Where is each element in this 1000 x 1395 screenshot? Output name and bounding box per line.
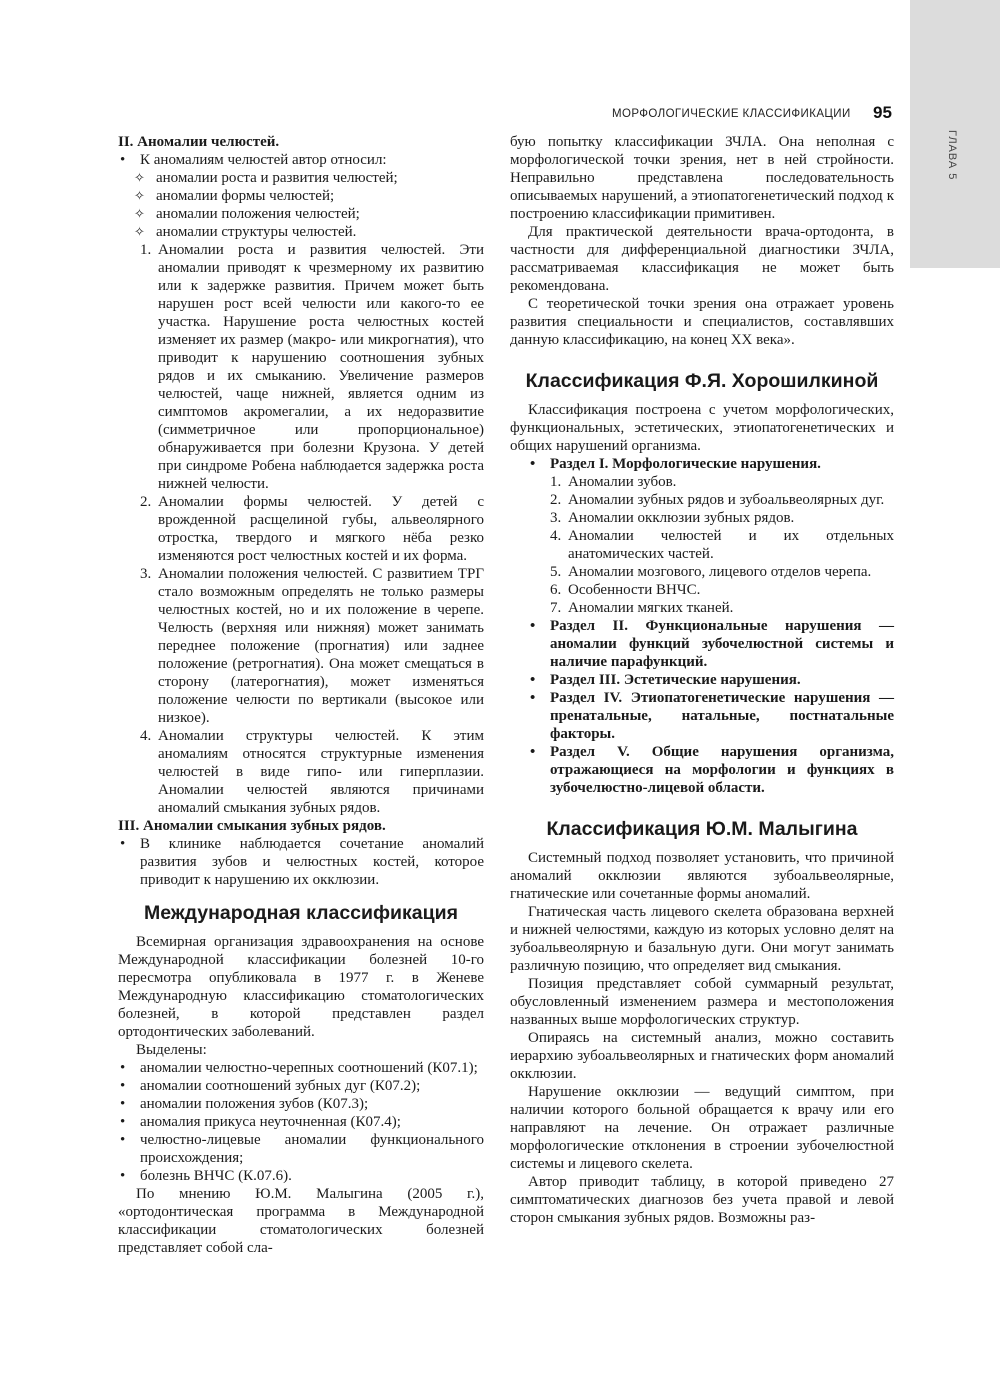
item-number: 6. [550,582,562,598]
right-column [510,133,894,1227]
list-item [118,1167,484,1185]
left-column [118,133,484,1257]
paragraph: Гнатическая часть лицевого скелета образована верхней и нижней челюстями, каждую из которых условно делят на зубоальвеолярную и базальную дуги. Они могут занимать различную позицию, что определяет вид смыкания. [510,904,894,974]
bullet-icon: • [530,744,536,760]
numbered-item [510,509,894,527]
list-item-text: аномалии структуры челюстей. [156,224,357,240]
bullet-icon: • [120,1060,126,1076]
paragraph: Опираясь на системный анализ, можно составить иерархию зубоальвеолярных и гнатических форм аномалий окклюзии. [510,1030,894,1082]
bullet-icon: • [120,1096,126,1112]
bullet-icon: • [530,618,536,634]
numbered-item-text: Аномалии роста и развития челюстей. Эти аномалии приводят к чрезмерному их развитию или к задержке развития. Причем может быть нарушен рост всей челюсти или какого-то ее участка. Нарушение роста челюстных костей изменяет их размер (макро- или микрогнатия), что приводит к нарушению соотношения зубных рядов и их смыканию. Увеличение размеров челюстей, чаще нижней, является одним из симптомов акромегалии, а их недоразвитие (симметричное или пропорциональное) обнаруживается при болезни Крузона. У детей при синдроме Робена наблюдается задержка роста нижней челюсти. [158,242,484,492]
numbered-item-text: Аномалии зубов. [568,474,677,490]
bullet-icon: • [120,152,126,168]
numbered-item-text: Аномалии мягких тканей. [568,600,734,616]
numbered-item [118,727,484,817]
item-number: 1. [550,474,562,490]
list-item-text: аномалии челюстно-черепных соотношений (К07.1); [140,1060,478,1076]
numbered-item-text: Аномалии зубных рядов и зубоальвеолярных дуг. [568,492,885,508]
diamond-bullet-icon: ✧ [134,170,145,185]
item-number: 3. [550,510,562,526]
list-item [118,223,484,241]
numbered-item-text: Аномалии челюстей и их отдельных анатомических частей. [568,528,894,562]
section-heading-jaw-anomalies: II. Аномалии челюстей. [118,134,280,150]
list-item-text: Раздел II. Функциональные нарушения — аномалии функций зубочелюстной системы и наличие парафункций. [550,618,894,670]
list-item-text: аномалии положения зубов (К07.3); [140,1096,369,1112]
paragraph: С теоретической точки зрения она отражает уровень развития специальности и специалистов, составлявших данную классификацию, на конец XX века». [510,296,894,348]
numbered-item [510,527,894,563]
list-item-text: Раздел III. Эстетические нарушения. [550,672,801,688]
item-number: 3. [140,566,152,582]
page-number: 95 [873,103,892,122]
numbered-item-text: Аномалии окклюзии зубных рядов. [568,510,795,526]
list-item [510,617,894,671]
numbered-item [510,473,894,491]
list-item-text: Раздел V. Общие нарушения организма, отражающиеся на морфологии и функциях в зубочелюстно-лицевой области. [550,744,894,796]
bullet-icon: • [120,1078,126,1094]
diamond-bullet-icon: ✧ [134,206,145,221]
list-item-text: аномалии формы челюстей; [156,188,335,204]
bullet-icon: • [120,1114,126,1130]
numbered-item-text: Аномалии мозгового, лицевого отделов черепа. [568,564,872,580]
heading-khoroshilkina-classification: Классификация Ф.Я. Хорошилкиной [525,370,879,392]
numbered-item [118,565,484,727]
list-item [510,455,894,473]
list-item-text: аномалия прикуса неуточненная (К07.4); [140,1114,401,1130]
item-number: 2. [140,494,152,510]
diamond-bullet-icon: ✧ [134,188,145,203]
numbered-item [118,241,484,493]
list-item [510,689,894,743]
list-item [118,1095,484,1113]
paragraph: Выделены: [136,1042,207,1058]
numbered-item [510,581,894,599]
paragraph: Классификация построена с учетом морфологических, функциональных, эстетических, этиопатогенетических и общих нарушений организма. [510,402,894,454]
list-item [118,1131,484,1167]
list-item-text: челюстно-лицевые аномалии функционального происхождения; [140,1132,484,1166]
item-number: 5. [550,564,562,580]
item-number: 4. [140,728,152,744]
numbered-item [118,493,484,565]
list-item-text: аномалии соотношений зубных дуг (К07.2); [140,1078,421,1094]
numbered-item-text: Аномалии положения челюстей. С развитием ТРГ стало возможным определять не только размеры челюстных костей, но и их положение в черепе. Челюсть (верхняя или нижняя) может занимать переднее положение (прогнатия) или заднее положение (ретрогнатия). Она может смещаться в сторону (латерогнатия), может изменяться положение челюсти по вертикали (высокое или низкое). [158,566,484,726]
numbered-item-text: Аномалии структуры челюстей. К этим аномалиям относятся структурные изменения челюстей в виде гипо- или гиперплазии. Аномалии челюстей являются причинами аномалий смыкания зубных рядов. [158,728,484,816]
bullet-icon: • [120,1168,126,1184]
heading-malygin-classification: Классификация Ю.М. Малыгина [546,818,858,840]
bullet-icon: • [120,1132,126,1148]
bullet-icon: • [530,456,536,472]
paragraph: Для практической деятельности врача-ортодонта, в частности для дифференциальной диагностики ЗЧЛА, рассматриваемая классификация не может быть рекомендована. [510,224,894,294]
list-item-text: аномалии роста и развития челюстей; [156,170,398,186]
running-head: МОРФОЛОГИЧЕСКИЕ КЛАССИФИКАЦИИ [612,108,851,120]
list-item-text: Раздел IV. Этиопатогенетические нарушения — пренатальные, натальные, постнатальные факторы. [550,690,894,742]
heading-international-classification: Международная классификация [143,902,459,924]
list-item [118,1113,484,1131]
paragraph: По мнению Ю.М. Малыгина (2005 г.), «ортодонтическая программа в Международной классификации стоматологических болезней представляет собой сла- [118,1186,484,1256]
list-item [118,169,484,187]
list-item [510,743,894,797]
paragraph: бую попытку классификации ЗЧЛА. Она неполная с морфологической точки зрения, нет в ней стройности. Неправильно представлена последовательность описываемых нарушений, а этиопатогенетический подход к построению классификации примитивен. [510,134,894,222]
item-number: 7. [550,600,562,616]
item-number: 1. [140,242,152,258]
list-item [118,205,484,223]
list-item-text: болезнь ВНЧС (К.07.6). [140,1168,292,1184]
list-item [510,671,894,689]
list-item-text: К аномалиям челюстей автор относил: [140,152,387,168]
bullet-icon: • [530,672,536,688]
item-number: 4. [550,528,562,544]
list-item [118,187,484,205]
item-number: 2. [550,492,562,508]
paragraph: Всемирная организация здравоохранения на основе Международной классификации болезней 10-го пересмотра опубликовала в 1977 г. в Женеве Международную классификацию стоматологических болезней, в которой представлен раздел ортодонтических заболеваний. [118,934,484,1040]
chapter-tab-label: ГЛАВА 5 [946,130,958,181]
numbered-item [510,563,894,581]
list-item [118,151,484,169]
bullet-icon: • [530,690,536,706]
list-item [118,1077,484,1095]
paragraph: Позиция представляет собой суммарный результат, обусловленный изменением размера и местоположения названных выше морфологических структур. [510,976,894,1028]
section-heading-occlusion-anomalies: III. Аномалии смыкания зубных рядов. [118,818,386,834]
numbered-item-text: Аномалии формы челюстей. У детей с врожденной расщелиной губы, альвеолярного отростка, твердого и мягкого нёба резко изменяются рост челюстных костей и их форма. [158,494,484,564]
list-item [118,1059,484,1077]
paragraph: Системный подход позволяет установить, что причиной аномалий окклюзии являются зубоальвеолярные, гнатические или сочетанные формы аномалий. [510,850,894,902]
list-item-text: В клинике наблюдается сочетание аномалий развития зубов и челюстных костей, которое приводит к нарушению их окклюзии. [140,836,484,888]
paragraph: Нарушение окклюзии — ведущий симптом, при наличии которого больной обращается к врачу или его направляют на лечение. Он отражает различные морфологические отклонения в строении зубочелюстной системы и лицевого скелета. [510,1084,894,1172]
list-item-text: аномалии положения челюстей; [156,206,360,222]
numbered-item-text: Особенности ВНЧС. [568,582,701,598]
list-item-text: Раздел I. Морфологические нарушения. [550,456,821,472]
bullet-icon: • [120,836,126,852]
numbered-item [510,599,894,617]
diamond-bullet-icon: ✧ [134,224,145,239]
numbered-item [510,491,894,509]
paragraph: Автор приводит таблицу, в которой приведено 27 симптоматических диагнозов без учета правой и левой сторон смыкания зубных рядов. Возможны раз- [510,1174,894,1226]
list-item [118,835,484,889]
